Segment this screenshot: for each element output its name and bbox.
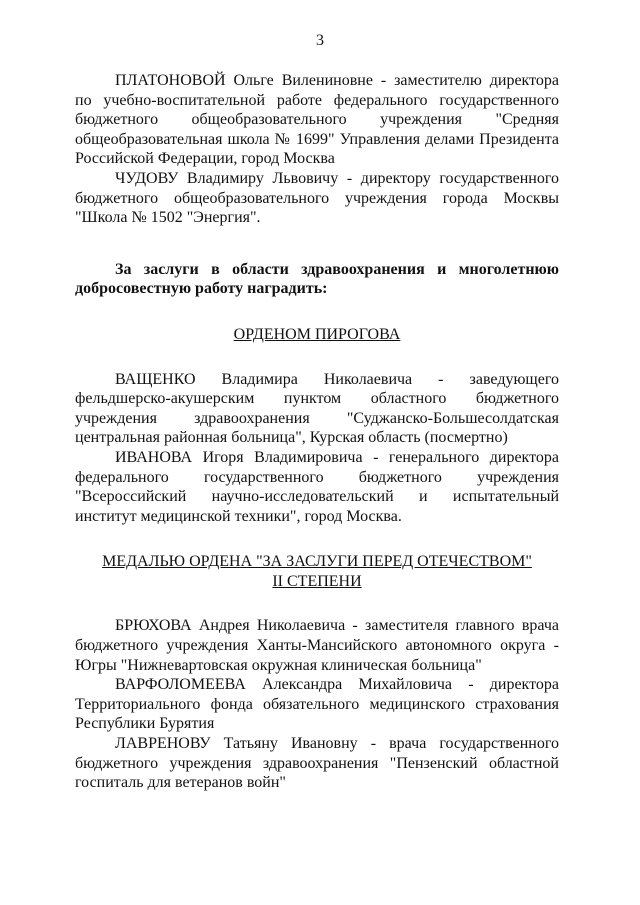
award-bryukhov: БРЮХОВА Андрея Николаевича - заместителя главного врача бюджетного учреждения Ханты-Мансийского автономного округа - Югры "Нижневартовская окружная клиническая больница" bbox=[75, 617, 559, 674]
medal-order-title bbox=[75, 552, 559, 591]
page-number: 3 bbox=[316, 32, 324, 49]
document-body bbox=[75, 71, 559, 793]
award-ivanov: ИВАНОВА Игоря Владимировича - генерального директора федерального государственного бюджетного учреждения "Всероссийский научно-исследовательский и испытательный институт медицинской техники", город Москва. bbox=[75, 448, 559, 525]
medal-order-title-line1: МЕДАЛЬЮ ОРДЕНА "ЗА ЗАСЛУГИ ПЕРЕД ОТЕЧЕСТВОМ" bbox=[102, 553, 532, 571]
award-chudov: ЧУДОВУ Владимиру Львовичу - директору государственного бюджетного общеобразовательного учреждения города Москвы "Школа № 1502 "Энергия". bbox=[75, 169, 559, 227]
award-lavrenova: ЛАВРЕНОВУ Татьяну Ивановну - врача государственного бюджетного учреждения здравоохранения "Пензенский областной госпиталь для ветеранов войн" bbox=[75, 735, 559, 792]
award-vashchenko: ВАЩЕНКО Владимира Николаевича - заведующего фельдшерско-акушерским пунктом областного бюджетного учреждения здравоохранения "Суджанско-Большесолдатская центральная районная больница", Курская область (посмертно) bbox=[75, 370, 559, 447]
order-pirogov-title: ОРДЕНОМ ПИРОГОВА bbox=[233, 325, 401, 343]
award-platonova: ПЛАТОНОВОЙ Ольге Виленинoвне - заместителю директора по учебно-воспитательной работе федерального государственного бюджетного общеобразовательного учреждения "Средняя общеобразовательная школа № 1699" Управления делами Президента Российской Федерации, город Москва bbox=[75, 72, 559, 168]
award-varfolomeev: ВАРФОЛОМЕЕВА Александра Михайловича - директора Территориального фонда обязательного медицинского страхования Республики Бурятия bbox=[75, 676, 559, 733]
medal-order-title-line2: II СТЕПЕНИ bbox=[272, 572, 362, 590]
section-heading: За заслуги в области здравоохранения и многолетнюю добросовестную работу наградить: bbox=[75, 260, 559, 298]
